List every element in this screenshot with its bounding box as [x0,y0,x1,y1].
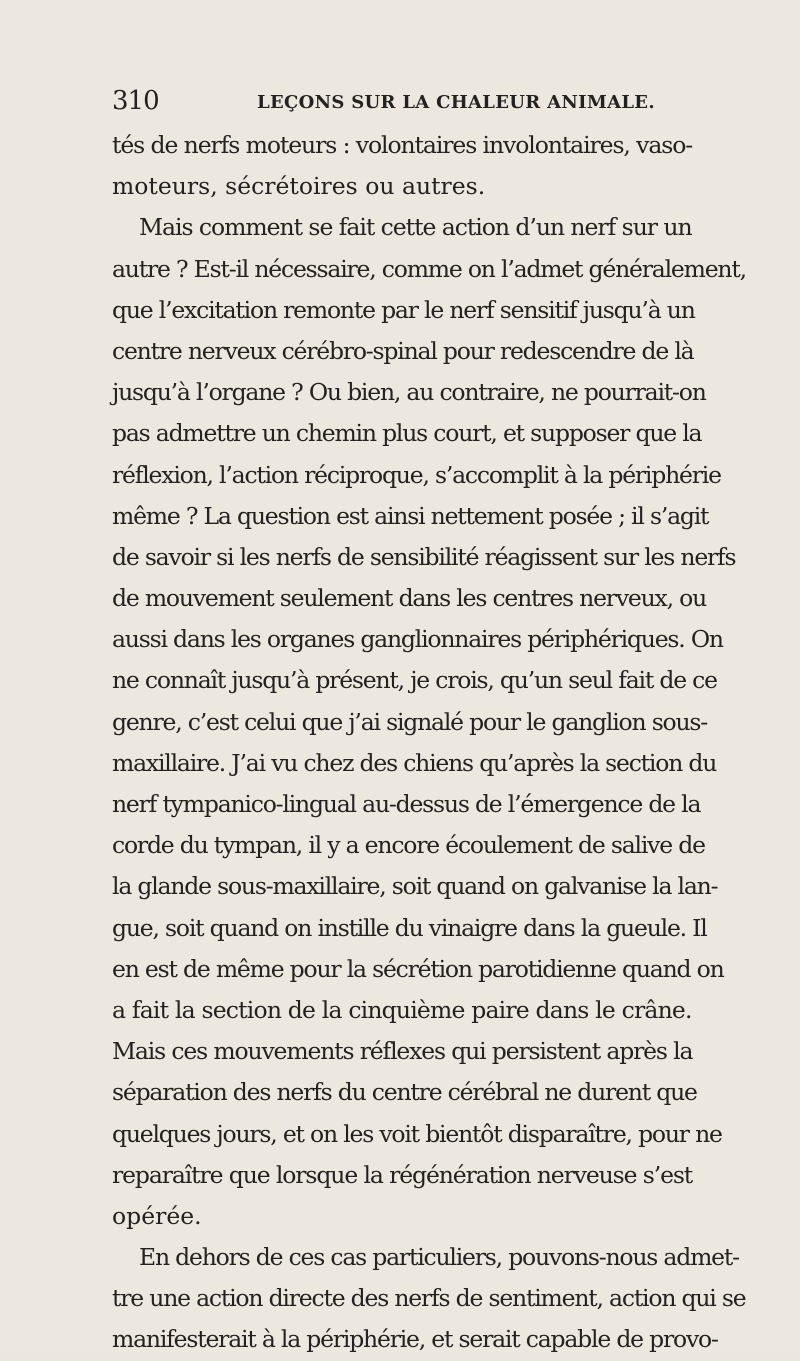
text-line: corde du tympan, il y a encore écoulement de salive de [112,831,705,860]
text-line: manifesterait à la périphérie, et serait capable de provo- [112,1325,718,1354]
text-line: ne connaît jusqu’à présent, je crois, qu’un seul fait de ce [112,666,717,695]
text-line: moteurs, sécrétoires ou autres. [112,172,486,201]
text-line: Mais ces mouvements réflexes qui persistent après la [112,1037,693,1066]
text-line: tre une action directe des nerfs de sentiment, action qui se [112,1284,746,1313]
text-line: de savoir si les nerfs de sensibilité réagissent sur les nerfs [112,542,736,571]
text-line: en est de même pour la sécrétion parotidienne quand on [112,954,724,983]
text-line: autre ? Est-il nécessaire, comme on l’admet généralement, [112,254,746,283]
page-number: 310 [112,86,159,116]
running-head: LEÇONS SUR LA CHALEUR ANIMALE. [257,92,655,113]
text-line: même ? La question est ainsi nettement posée ; il s’agit [112,501,709,530]
body-text [112,125,746,1361]
text-line: En dehors de ces cas particuliers, pouvons-nous admet- [139,1243,739,1272]
text-line: genre, c’est celui que j’ai signalé pour le ganglion sous- [112,707,708,736]
text-line: réflexion, l’action réciproque, s’accomplit à la périphérie [112,460,721,489]
text-line: tés de nerfs moteurs : volontaires involontaires, vaso- [112,131,693,159]
text-line: la glande sous-maxillaire, soit quand on galvanise la lan- [112,872,718,901]
text-line: centre nerveux cérébro-spinal pour redescendre de là [112,336,694,365]
page-header [112,78,692,118]
text-line: nerf tympanico-lingual au-dessus de l’émergence de la [112,790,701,818]
text-line: gue, soit quand on instille du vinaigre dans la gueule. Il [112,913,707,942]
text-line: maxillaire. J’ai vu chez des chiens qu’après la section du [112,748,717,777]
text-line: jusqu’à l’organe ? Ou bien, au contraire, ne pourrait-on [112,378,706,407]
text-line: reparaître que lorsque la régénération nerveuse s’est [112,1160,693,1189]
text-line: de mouvement seulement dans les centres nerveux, ou [112,584,707,613]
text-line: Mais comment se fait cette action d’un nerf sur un [139,213,692,242]
text-line: a fait la section de la cinquième paire dans le crâne. [112,995,692,1024]
text-line: que l’excitation remonte par le nerf sensitif jusqu’à un [112,295,695,324]
text-line: pas admettre un chemin plus court, et supposer que la [112,419,702,448]
text-line: séparation des nerfs du centre cérébral ne durent que [112,1078,697,1107]
text-line: opérée. [112,1201,202,1230]
text-line: aussi dans les organes ganglionnaires périphériques. On [112,625,723,654]
text-line: quelques jours, et on les voit bientôt disparaître, pour ne [112,1119,722,1148]
